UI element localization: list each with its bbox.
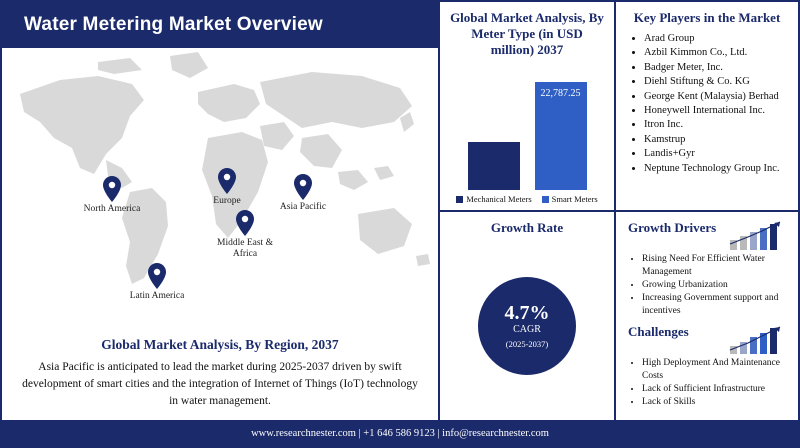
growth-drivers-header: [624, 220, 790, 250]
list-item: • Honeywell International Inc.: [644, 104, 790, 118]
list-item: • High Deployment And Maintenance Costs: [642, 357, 790, 383]
list-item: • Diehl Stiftung & Co. KG: [644, 75, 790, 89]
page-title: Water Metering Market Overview: [24, 14, 323, 35]
right-panel: [440, 2, 798, 420]
map-pin-asia-pacific[interactable]: [294, 174, 312, 200]
challenges-title: Challenges: [628, 324, 689, 339]
footer-text: www.researchnester.com | +1 646 586 9123 | info@researchnester.com: [251, 427, 549, 439]
growth-rate-period: (2025-2037): [505, 339, 549, 349]
growth-bars-icon: [728, 220, 790, 250]
bar-chart-bars: [460, 64, 594, 190]
legend-item-mechanical-meters: [456, 194, 531, 204]
map-caption: Global Market Analysis, By Region, 2037: [101, 337, 339, 352]
list-item: • Itron Inc.: [644, 118, 790, 132]
list-item: • Increasing Government support and incentives: [642, 292, 790, 318]
legend-item-smart-meters: [542, 194, 598, 204]
legend-label-smart: Smart Meters: [551, 194, 598, 204]
region-label-europe: Europe: [213, 196, 241, 206]
challenges-bars-icon: [728, 324, 790, 354]
region-label-latin-america: Latin America: [129, 291, 185, 301]
content-area: [2, 2, 798, 420]
growth-rate-donut: [478, 277, 576, 375]
map-pin-north-america[interactable]: [103, 176, 121, 202]
key-players-title: Key Players in the Market: [633, 10, 781, 25]
bar-smart-meters: [535, 82, 587, 190]
region-label-north-america: North America: [83, 204, 141, 214]
list-item: • George Kent (Malaysia) Berhad: [644, 90, 790, 104]
map-description: Asia Pacific is anticipated to lead the market during 2025-2037 driven by swift development of smart cities and the integration of Internet of Things (IoT) technology in water management.: [22, 361, 418, 407]
growth-rate-value: 4.7%: [504, 302, 550, 324]
page-title-bar: [2, 2, 438, 48]
growth-rate-metric: CAGR: [513, 324, 541, 335]
list-item: • Lack of Sufficient Infrastructure: [642, 383, 790, 396]
map-pin-middle-east-africa[interactable]: [236, 210, 254, 236]
list-item: • Badger Meter, Inc.: [644, 61, 790, 75]
region-label-asia-pacific: Asia Pacific: [279, 202, 327, 212]
legend-label-mechanical: Mechanical Meters: [466, 194, 532, 204]
growth-rate-donut-wrap: [448, 238, 606, 414]
meter-type-chart-panel: [440, 2, 616, 210]
map-pin-latin-america[interactable]: [148, 263, 166, 289]
bar-chart-legend: [448, 190, 606, 204]
growth-drivers-list: [624, 253, 790, 318]
list-item: • Growing Urbanization: [642, 279, 790, 292]
list-item: • Rising Need For Efficient Water Management: [642, 253, 790, 279]
left-panel: [2, 2, 440, 420]
bar-chart: [448, 64, 606, 190]
bar-mechanical-meters: [468, 142, 520, 190]
challenges-list: [624, 357, 790, 409]
list-item: • Kamstrup: [644, 133, 790, 147]
key-players-list: [624, 32, 790, 176]
bar-value-smart-meters: 22,787.25: [540, 87, 581, 99]
growth-rate-panel: [440, 212, 616, 420]
growth-drivers-title: Growth Drivers: [628, 220, 717, 235]
region-label-middle-east-africa: Middle East & Africa: [217, 238, 273, 259]
challenges-header: [624, 324, 790, 354]
legend-swatch-mechanical: [456, 196, 463, 203]
list-item: • Lack of Skills: [642, 396, 790, 409]
map-pin-europe[interactable]: [218, 168, 236, 194]
right-top-row: [440, 2, 798, 212]
world-map: [2, 48, 438, 335]
list-item: • Azbil Kimmon Co., Ltd.: [644, 46, 790, 60]
footer: [2, 420, 798, 446]
list-item: • Arad Group: [644, 32, 790, 46]
list-item: • Neptune Technology Group Inc.: [644, 162, 790, 176]
meter-type-title: Global Market Analysis, By Meter Type (in USD million) 2037: [450, 10, 604, 57]
drivers-challenges-panel: [616, 212, 798, 420]
list-item: • Landis+Gyr: [644, 147, 790, 161]
key-players-panel: [616, 2, 798, 210]
legend-swatch-smart: [542, 196, 549, 203]
right-bottom-row: [440, 212, 798, 420]
growth-rate-title: Growth Rate: [490, 220, 564, 235]
